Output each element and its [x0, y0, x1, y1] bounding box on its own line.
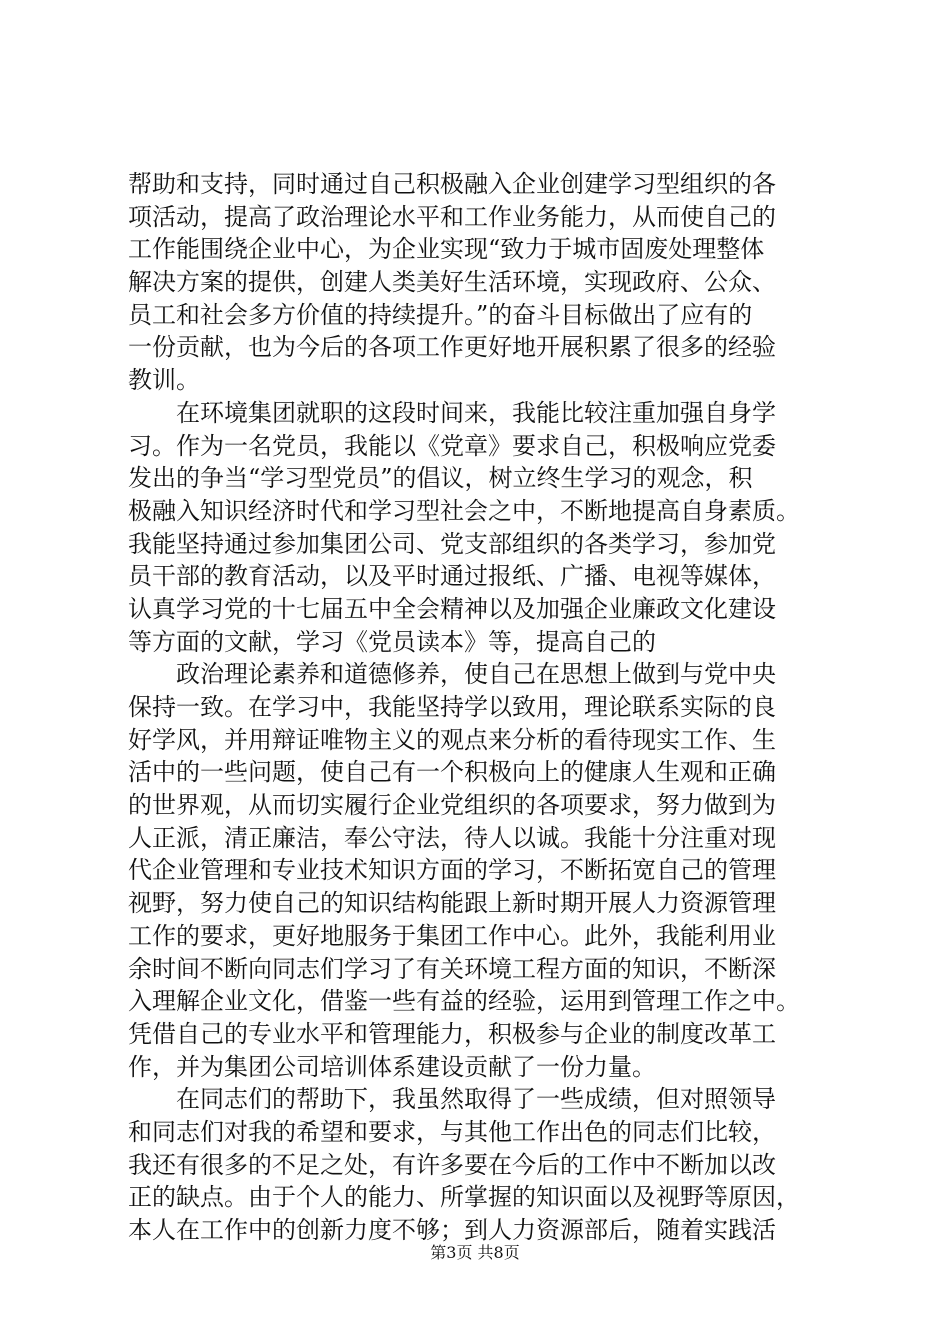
- text-line: 的世界观，从而切实履行企业党组织的各项要求，努力做到为: [128, 791, 776, 820]
- text-line: 视野，努力使自己的知识结构能跟上新时期开展人力资源管理: [128, 889, 776, 918]
- text-line: 在环境集团就职的这段时间来，我能比较注重加强自身学: [128, 398, 776, 427]
- text-line: 项活动，提高了政治理论水平和工作业务能力，从而使自己的: [128, 202, 776, 231]
- text-line: 工作的要求，更好地服务于集团工作中心。此外，我能利用业: [128, 921, 776, 950]
- text-line: 工作能围绕企业中心，为企业实现“致力于城市固废处理整体: [128, 235, 765, 264]
- text-line: 发出的争当“学习型党员”的倡议，树立终生学习的观念，积: [128, 464, 753, 493]
- text-line: 在同志们的帮助下，我虽然取得了一些成绩，但对照领导: [128, 1085, 776, 1114]
- text-line: 活中的一些问题，使自己有一个积极向上的健康人生观和正确: [128, 758, 776, 787]
- text-line: 我能坚持通过参加集团公司、党支部组织的各类学习，参加党: [128, 529, 776, 558]
- text-line: 我还有很多的不足之处，有许多要在今后的工作中不断加以改: [128, 1150, 776, 1179]
- text-line: 帮助和支持，同时通过自己积极融入企业创建学习型组织的各: [128, 170, 776, 198]
- text-line: 政治理论素养和道德修养，使自己在思想上做到与党中央: [128, 660, 776, 689]
- page-footer: [0, 1240, 950, 1263]
- text-line: 代企业管理和专业技术知识方面的学习，不断拓宽自己的管理: [128, 856, 776, 885]
- text-line: 入理解企业文化，借鉴一些有益的经验，运用到管理工作之中。: [128, 987, 800, 1016]
- document-body: [128, 168, 844, 1247]
- text-line: 人正派，清正廉洁，奉公守法，待人以诚。我能十分注重对现: [128, 823, 776, 852]
- text-line: 员干部的教育活动，以及平时通过报纸、广播、电视等媒体，: [128, 562, 776, 591]
- text-line: 余时间不断向同志们学习了有关环境工程方面的知识，不断深: [128, 954, 776, 983]
- text-line: 好学风，并用辩证唯物主义的观点来分析的看待现实工作、生: [128, 725, 776, 754]
- text-line: 员工和社会多方价值的持续提升。”的奋斗目标做出了应有的: [128, 300, 753, 329]
- text-line: 作，并为集团公司培训体系建设贡献了一份力量。: [128, 1052, 656, 1081]
- text-line: 凭借自己的专业水平和管理能力，积极参与企业的制度改革工: [128, 1019, 776, 1048]
- text-line: 极融入知识经济时代和学习型社会之中，不断地提高自身素质。: [128, 496, 800, 525]
- text-line: 本人在工作中的创新力度不够；到人力资源部后，随着实践活: [128, 1216, 776, 1244]
- text-line: 正的缺点。由于个人的能力、所掌握的知识面以及视野等原因，: [128, 1183, 800, 1212]
- text-line: 等方面的文献，学习《党员读本》等，提高自己的: [128, 627, 656, 656]
- text-line: 习。作为一名党员，我能以《党章》要求自己，积极响应党委: [128, 431, 776, 460]
- page-number-label: 第3页 共8页: [430, 1243, 520, 1262]
- text-line: 解决方案的提供，创建人类美好生活环境，实现政府、公众、: [128, 268, 776, 297]
- text-line: 认真学习党的十七届五中全会精神以及加强企业廉政文化建设: [128, 594, 776, 623]
- text-line: 保持一致。在学习中，我能坚持学以致用，理论联系实际的良: [128, 693, 776, 721]
- text-line: 和同志们对我的希望和要求，与其他工作出色的同志们比较，: [128, 1117, 776, 1146]
- text-line: 教训。: [128, 366, 200, 395]
- text-line: 一份贡献，也为今后的各项工作更好地开展积累了很多的经验: [128, 333, 776, 362]
